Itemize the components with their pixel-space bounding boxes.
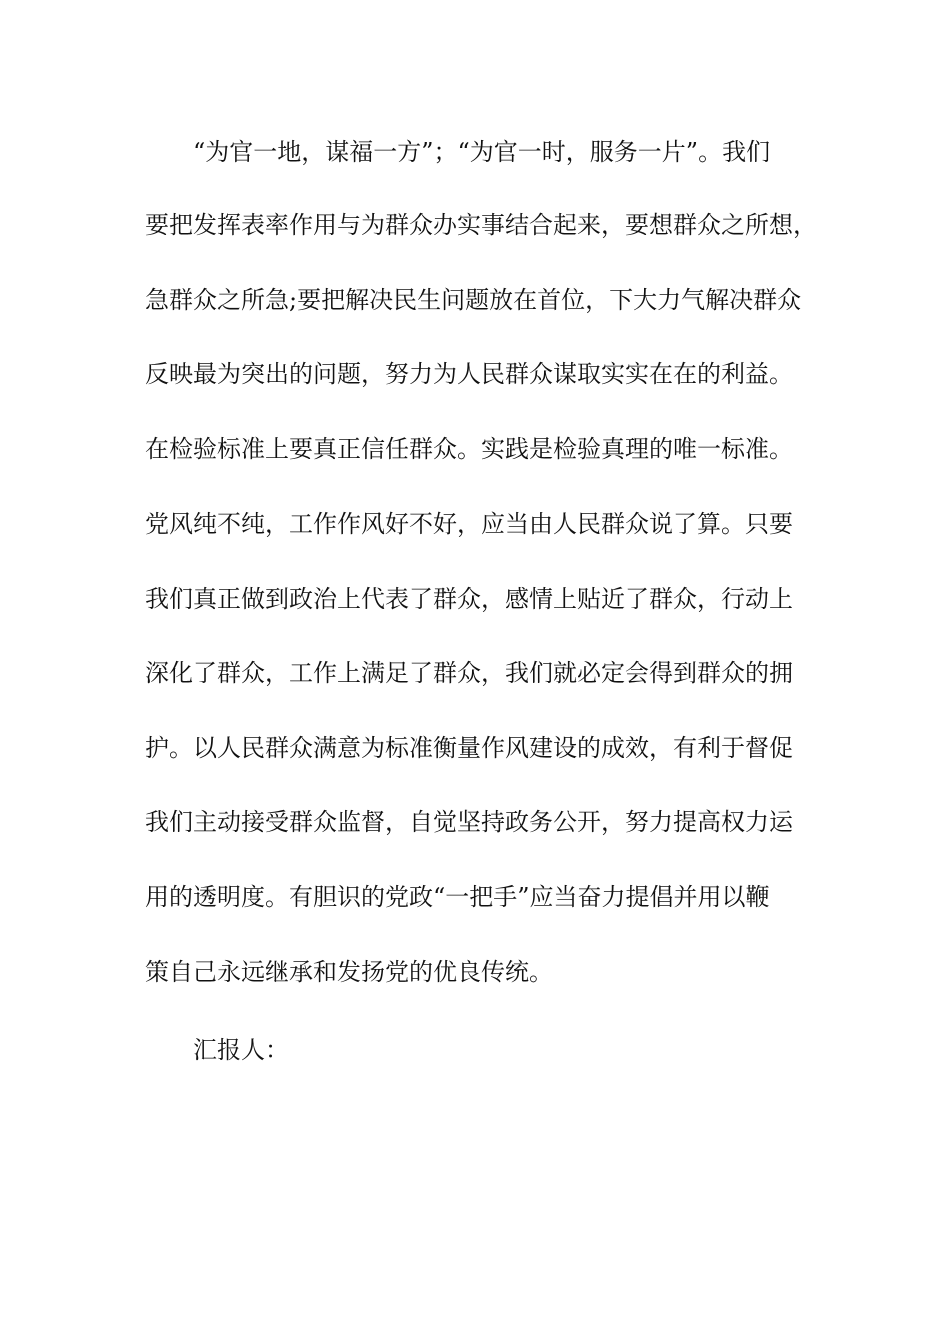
signoff-label: 汇报人： [193, 1036, 289, 1064]
paragraph-line-10: 我们主动接受群众监督，自觉坚持政务公开，努力提高权力运 [145, 808, 793, 836]
paragraph-line-2: 要把发挥表率作用与为群众办实事结合起来，要想群众之所想， [145, 211, 817, 239]
paragraph-line-1: “为官一地，谋福一方”；“为官一时，服务一片”。我们 [193, 138, 771, 166]
paragraph-line-4: 反映最为突出的问题，努力为人民群众谋取实实在在的利益。 [145, 360, 793, 388]
paragraph-line-3: 急群众之所急;要把解决民生问题放在首位，下大力气解决群众 [145, 286, 802, 314]
paragraph-line-9: 护。以人民群众满意为标准衡量作风建设的成效，有利于督促 [145, 734, 793, 762]
paragraph-line-6: 党风纯不纯，工作作风好不好，应当由人民群众说了算。只要 [145, 510, 793, 538]
paragraph-line-5: 在检验标准上要真正信任群众。实践是检验真理的唯一标准。 [145, 435, 793, 463]
paragraph-line-8: 深化了群众，工作上满足了群众，我们就必定会得到群众的拥 [145, 659, 793, 687]
paragraph-line-11: 用的透明度。有胆识的党政“一把手”应当奋力提倡并用以鞭 [145, 883, 770, 911]
paragraph-line-12: 策自己永远继承和发扬党的优良传统。 [145, 958, 553, 986]
paragraph-line-7: 我们真正做到政治上代表了群众，感情上贴近了群众，行动上 [145, 585, 793, 613]
